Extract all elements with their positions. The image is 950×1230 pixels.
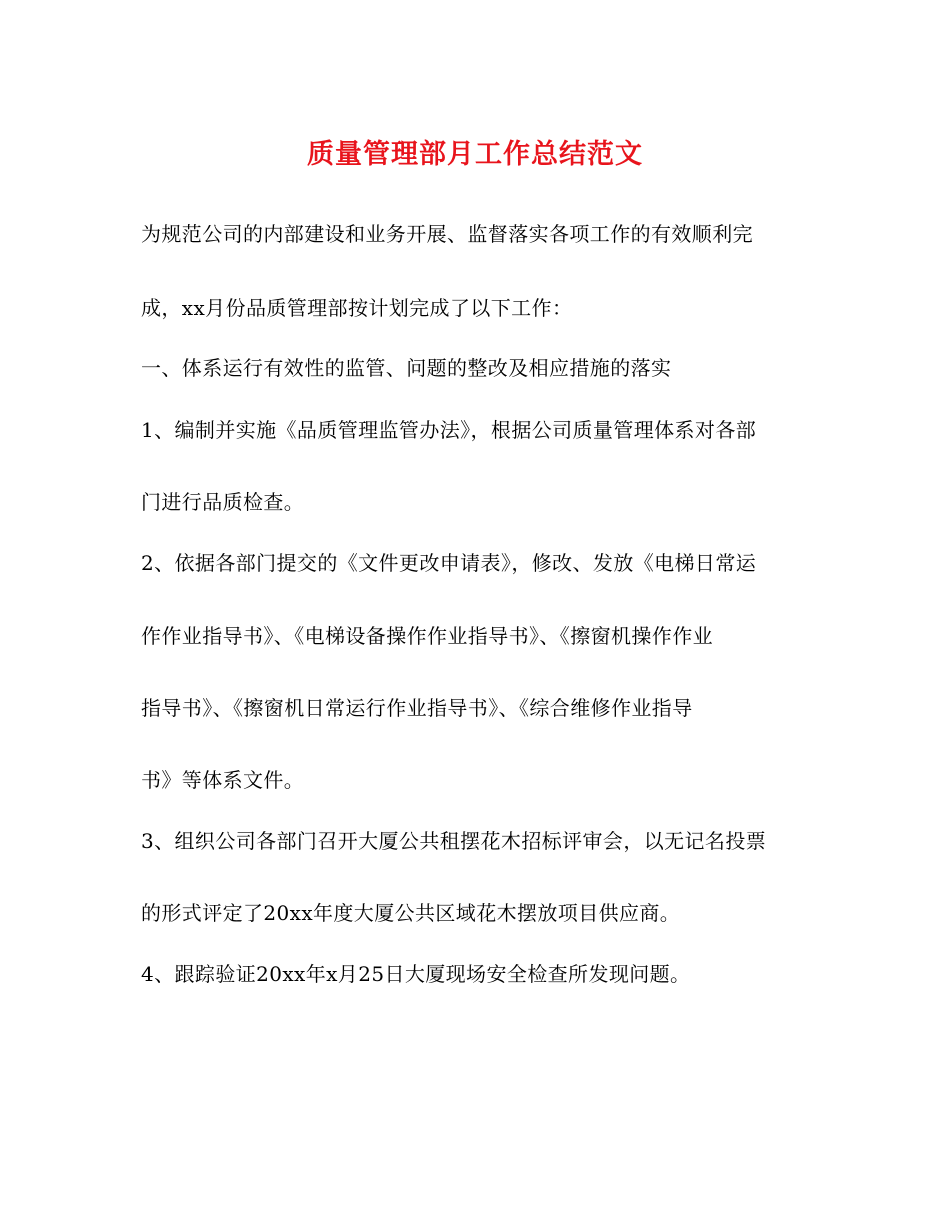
paragraph-line: 1、编制并实施《品质管理监管办法》，根据公司质量管理体系对各部 [141,418,757,442]
paragraph-line: 3、组织公司各部门召开大厦公共租摆花木招标评审会，以无记名投票 [141,829,767,853]
paragraph-line: 指导书》、《擦窗机日常运行作业指导书》、《综合维修作业指导 [141,696,693,720]
paragraph-line: 书》等体系文件。 [141,768,305,792]
paragraph-line: 门进行品质检查。 [141,490,305,514]
document-title: 质量管理部月工作总结范文 [307,139,643,170]
section-heading: 一、体系运行有效性的监管、问题的整改及相应措施的落实 [141,356,672,380]
paragraph-line: 成，xx月份品质管理部按计划完成了以下工作： [141,296,573,320]
paragraph-line: 为规范公司的内部建设和业务开展、监督落实各项工作的有效顺利完 [141,222,753,246]
paragraph-line: 的形式评定了20xx年度大厦公共区域花木摆放项目供应商。 [141,901,681,925]
paragraph-line: 作作业指导书》、《电梯设备操作作业指导书》、《擦窗机操作作业 [141,624,713,648]
paragraph-line: 2、依据各部门提交的《文件更改申请表》，修改、发放《电梯日常运 [141,551,757,575]
paragraph-line: 4、跟踪验证20xx年x月25日大厦现场安全检查所发现问题。 [141,962,691,986]
